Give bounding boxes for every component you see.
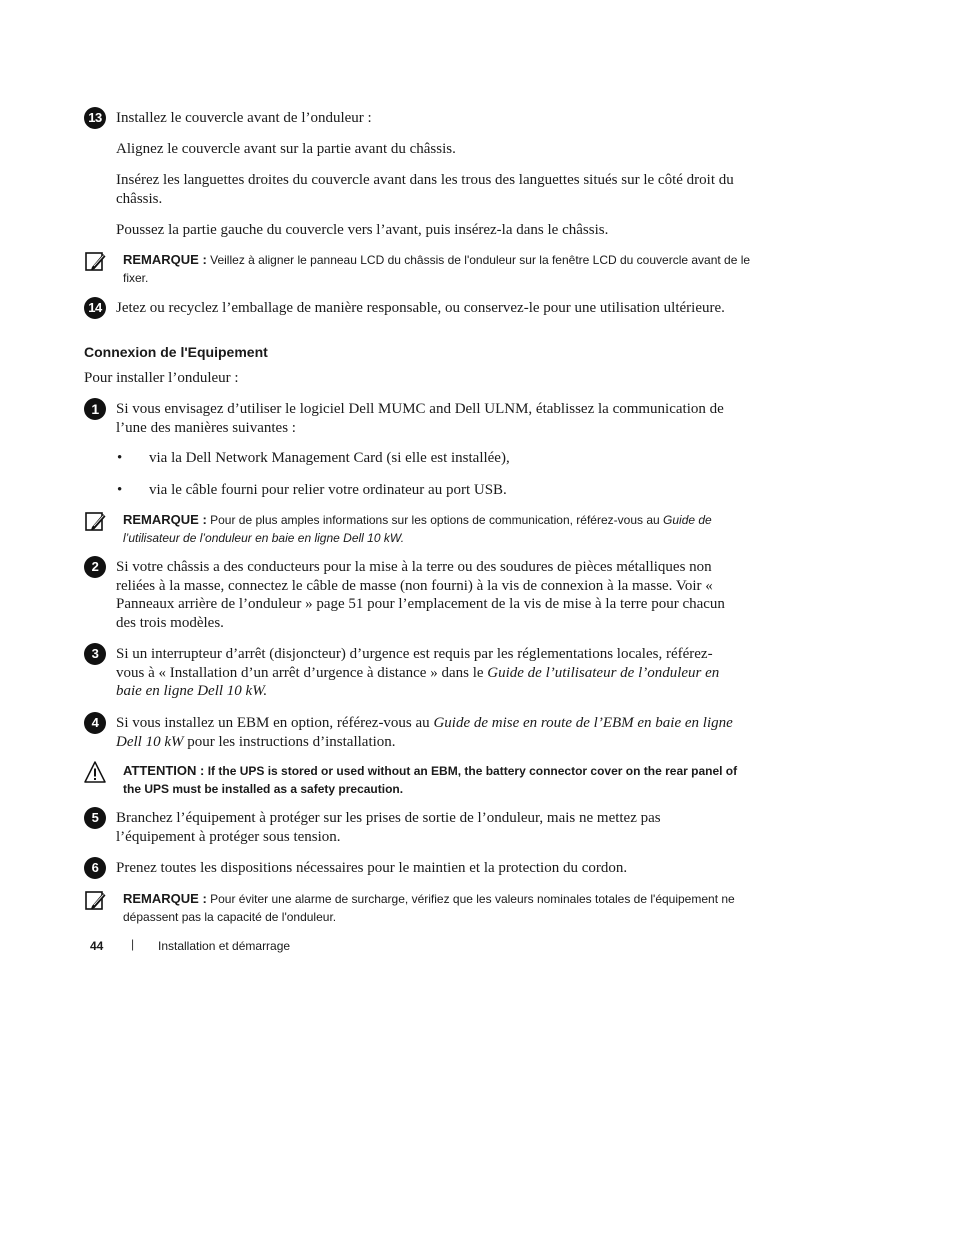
bullet-dot: • xyxy=(117,482,123,498)
section-heading: Connexion de l'Equipement xyxy=(84,344,268,360)
step-number-4: 4 xyxy=(84,712,106,734)
page-number: 44 xyxy=(90,939,104,953)
step-4-text-main: Si vous installez un EBM en option, référez-vous au xyxy=(116,715,434,731)
step-5-text: Branchez l’équipement à protéger sur les prises de sortie de l’onduleur, mais ne mettez pas l’équipement à protéger sous tension. xyxy=(116,810,661,845)
step-13-paragraph-2: Insérez les languettes droites du couvercle avant dans les trous des languettes situés sur le côté droit du châssis. xyxy=(116,172,734,207)
attention-label: ATTENTION : xyxy=(123,763,205,778)
step-1-text: Si vous envisagez d’utiliser le logiciel Dell MUMC and Dell ULNM, établissez la communication de l’une des manières suivantes : xyxy=(116,401,724,436)
note-1 xyxy=(123,251,755,287)
step-number-13: 13 xyxy=(84,107,106,129)
note-2-label: REMARQUE : xyxy=(123,512,207,527)
step-13-paragraph-1: Alignez le couvercle avant sur la partie avant du châssis. xyxy=(116,141,456,157)
step-13-text: Installez le couvercle avant de l’onduleur : xyxy=(116,110,372,126)
step-number-2: 2 xyxy=(84,556,106,578)
step-number-14: 14 xyxy=(84,297,106,319)
step-3-text xyxy=(116,645,724,701)
note-3-text: Pour éviter une alarme de surcharge, vérifiez que les valeurs nominales totales de l'équipement ne dépassent pas la capacité de l'onduleur. xyxy=(123,892,735,924)
step-14-text: Jetez ou recyclez l’emballage de manière responsable, ou conservez-le pour une utilisation ultérieure. xyxy=(116,300,725,316)
step-number-5: 5 xyxy=(84,807,106,829)
footer-title: Installation et démarrage xyxy=(158,939,291,953)
step-13-paragraph-3: Poussez la partie gauche du couvercle vers l’avant, puis insérez-la dans le châssis. xyxy=(116,222,609,238)
note-3 xyxy=(123,890,755,926)
step-number-3: 3 xyxy=(84,643,106,665)
warning-triangle-icon xyxy=(84,760,106,784)
step-4-text-after: pour les instructions d’installation. xyxy=(183,733,396,750)
step-number-1: 1 xyxy=(84,398,106,420)
note-pencil-icon xyxy=(84,511,106,533)
attention-note xyxy=(123,762,755,798)
step-4-guide-title: Guide de mise en route de l’EBM en baie en ligne Dell 10 kW xyxy=(116,715,733,750)
step-4-text xyxy=(116,714,736,751)
step-2-text: Si votre châssis a des conducteurs pour la mise à la terre ou des soudures de pièces métalliques non reliées à la masse, connectez le câble de masse (non fourni) à la vis de connexion à la masse. Voir « Panneaux arrière de l’onduleur » page 51 pour l’emplacement de la vis de mise à la terre pour chacun des trois modèles. xyxy=(116,559,725,631)
note-2-guide-title: Guide de l’utilisateur de l’onduleur en baie en ligne Dell 10 kW. xyxy=(123,513,712,545)
step-1-bullet-1: via la Dell Network Management Card (si elle est installée), xyxy=(149,450,510,466)
step-1-bullet-2: via le câble fourni pour relier votre ordinateur au port USB. xyxy=(149,482,507,498)
note-2-text: Pour de plus amples informations sur les options de communication, référez-vous au xyxy=(210,513,664,527)
step-3-text-main: Si un interrupteur d’arrêt (disjoncteur) d’urgence est requis par les réglementations locales, référez-vous à « Installation d’un arrêt d’urgence à distance » dans le xyxy=(116,646,713,681)
note-2 xyxy=(123,511,755,547)
note-1-text: Veillez à aligner le panneau LCD du châssis de l'onduleur sur la fenêtre LCD du couvercle avant de le fixer. xyxy=(123,253,751,285)
bullet-dot: • xyxy=(117,450,123,466)
step-number-6: 6 xyxy=(84,857,106,879)
step-6-text: Prenez toutes les dispositions nécessaires pour le maintien et la protection du cordon. xyxy=(116,860,628,876)
section-intro: Pour installer l’onduleur : xyxy=(84,370,239,386)
note-pencil-icon xyxy=(84,251,106,273)
note-1-label: REMARQUE : xyxy=(123,252,207,267)
footer-separator: | xyxy=(131,937,135,951)
note-pencil-icon xyxy=(84,890,106,912)
step-3-guide-title: Guide de l’utilisateur de l’onduleur en baie en ligne Dell 10 kW. xyxy=(116,664,720,699)
attention-text: If the UPS is stored or used without an EBM, the battery connector cover on the rear panel of the UPS must be installed as a safety precaution. xyxy=(123,764,738,796)
note-3-label: REMARQUE : xyxy=(123,891,207,906)
